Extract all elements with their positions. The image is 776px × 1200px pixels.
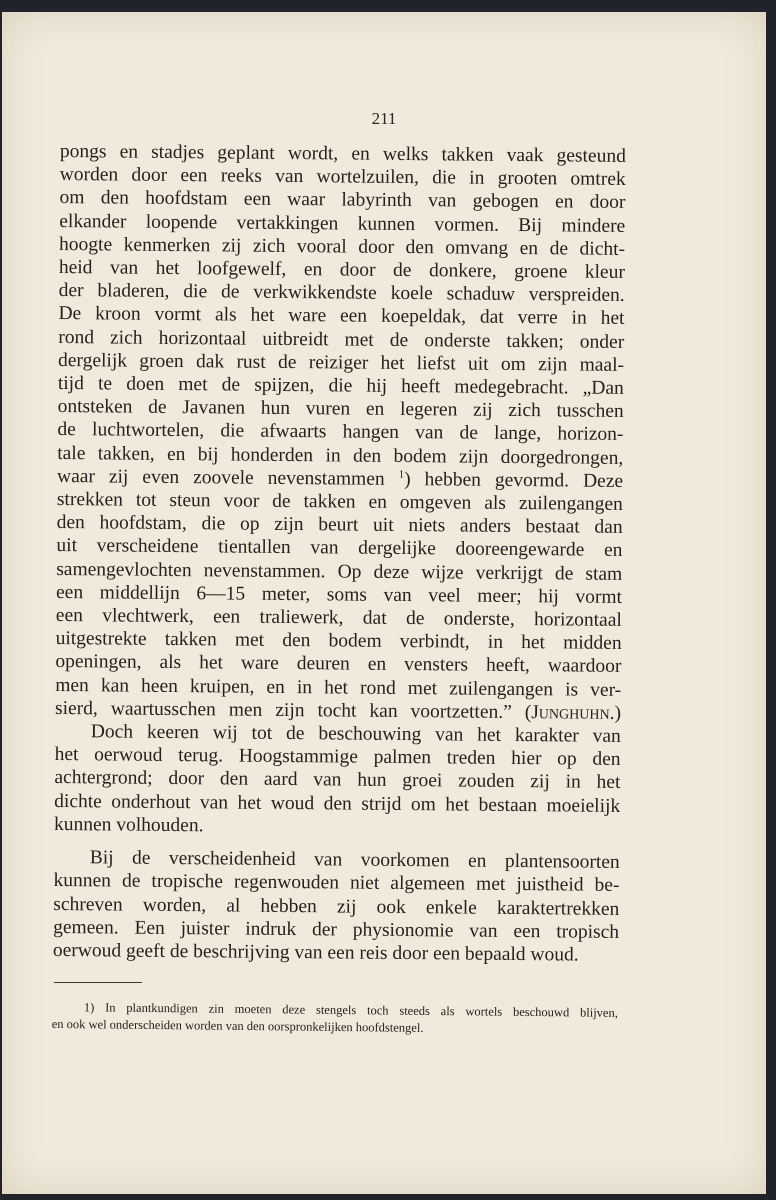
text-line: gemeen. Een juister indruk der physionomie van een tropisch	[53, 916, 620, 943]
text-line: der bladeren, die de verkwikkendste koele schaduw verspreiden.	[58, 280, 625, 307]
text-line: uitgestrekte takken met den bodem verbindt, in het midden	[55, 628, 622, 655]
text-line: een middellijn 6—15 meter, soms van veel meer; hij vormt	[55, 581, 623, 608]
footnote-line: en ook wel onderscheiden worden van den oorspronkelijken hoofdstengel.	[51, 1016, 424, 1035]
text-line: kunnen volhouden.	[53, 813, 204, 837]
text-line: elkander loopende vertakkingen kunnen vormen. Bij mindere	[59, 210, 626, 237]
text-line: dergelijk groen dak rust de reiziger het liefst uit om zijn maal-	[57, 349, 625, 376]
text-line: openingen, als het ware deuren en vensters heeft, waardoor	[55, 651, 622, 678]
text-line: ontsteken de Javanen hun vuren en legeren zij zich tusschen	[57, 396, 624, 423]
text-line: achtergrond; door den aard van hun groei zouden zij in het	[54, 767, 621, 794]
text-line: den hoofdstam, die op zijn beurt uit niets anders bestaat dan	[56, 512, 623, 539]
text-line: worden door een reeks van wortelzuilen, die in grooten omtrek	[59, 164, 626, 191]
text-line: de luchtwortelen, die afwaarts hangen van de lange, horizon-	[57, 419, 624, 446]
text-line: Bij de verscheidenheid van voorkomen en plantensoorten	[89, 847, 620, 874]
text-line: men kan heen kruipen, en in het rond met zuilengangen is ver-	[55, 674, 622, 701]
text-line: schreven worden, al hebben zij ook enkele karaktertrekken	[53, 893, 620, 920]
book-page	[2, 12, 766, 1194]
text-line: rond zich horizontaal uitbreidt met de onderste takken; onder	[58, 326, 625, 353]
text-line: een vlechtwerk, een traliewerk, dat de onderste, horizontaal	[55, 605, 622, 631]
text-line: kunnen de tropische regenwouden niet algemeen met juistheid be-	[53, 870, 620, 897]
text-line: heid van het loofgewelf, en door de donkere, groene kleur	[58, 257, 625, 283]
text-fragment: ) hebben gevormd. Deze	[404, 468, 624, 492]
text-line: dichte onderhout van het woud den strijd om het bestaan moeielijk	[54, 790, 621, 817]
footnote-divider	[54, 982, 142, 983]
text-line: het oerwoud terug. Hoogstammige palmen treden hier op den	[54, 744, 621, 771]
text-fragment: waar zij even zoovele nevenstammen	[56, 465, 385, 490]
footnote-line: 1) In plantkundigen zin moeten deze stengels toch steeds als wortels beschouwd blijven,	[83, 1000, 618, 1020]
text-line: uit verscheidene tientallen van dergelijke dooreengewarde en	[56, 535, 623, 562]
text-line: pongs en stadjes geplant wordt, en welks takken vaak gesteund	[59, 140, 626, 167]
text-line: oerwoud geeft de beschrijving van een reis door een bepaald woud.	[52, 939, 579, 966]
text-line: om den hoofdstam een waar labyrinth van gebogen en door	[59, 187, 626, 214]
text-line: hoogte kenmerken zij zich vooral door den omvang en de dicht-	[58, 233, 626, 260]
page-number: 211	[371, 109, 397, 128]
text-line: Doch keeren wij tot de beschouwing van het karakter van	[90, 721, 621, 747]
footnote	[52, 999, 618, 1039]
footnote-marker[interactable]: 1	[398, 468, 405, 481]
text-line: strekken tot steun voor de takken en omgeven als zuilengangen	[56, 489, 623, 515]
text-line: tale takken, en bij honderden in den bodem zijn doorgedrongen,	[57, 442, 624, 469]
text-fragment: sierd, waartusschen men zijn tocht kan voortzetten.” (	[54, 697, 532, 724]
text-line: De kroon vormt als het ware een koepeldak, dat verre in het	[58, 303, 625, 330]
author-name: Junghuhn	[531, 702, 610, 724]
body-text	[53, 140, 626, 967]
text-line: tijd te doen met de spijzen, die hij heeft medegebracht. „Dan	[57, 373, 624, 399]
text-line: samengevlochten nevenstammen. Op deze wijze verkrijgt de stam	[56, 558, 623, 585]
text-fragment: .)	[609, 702, 622, 724]
